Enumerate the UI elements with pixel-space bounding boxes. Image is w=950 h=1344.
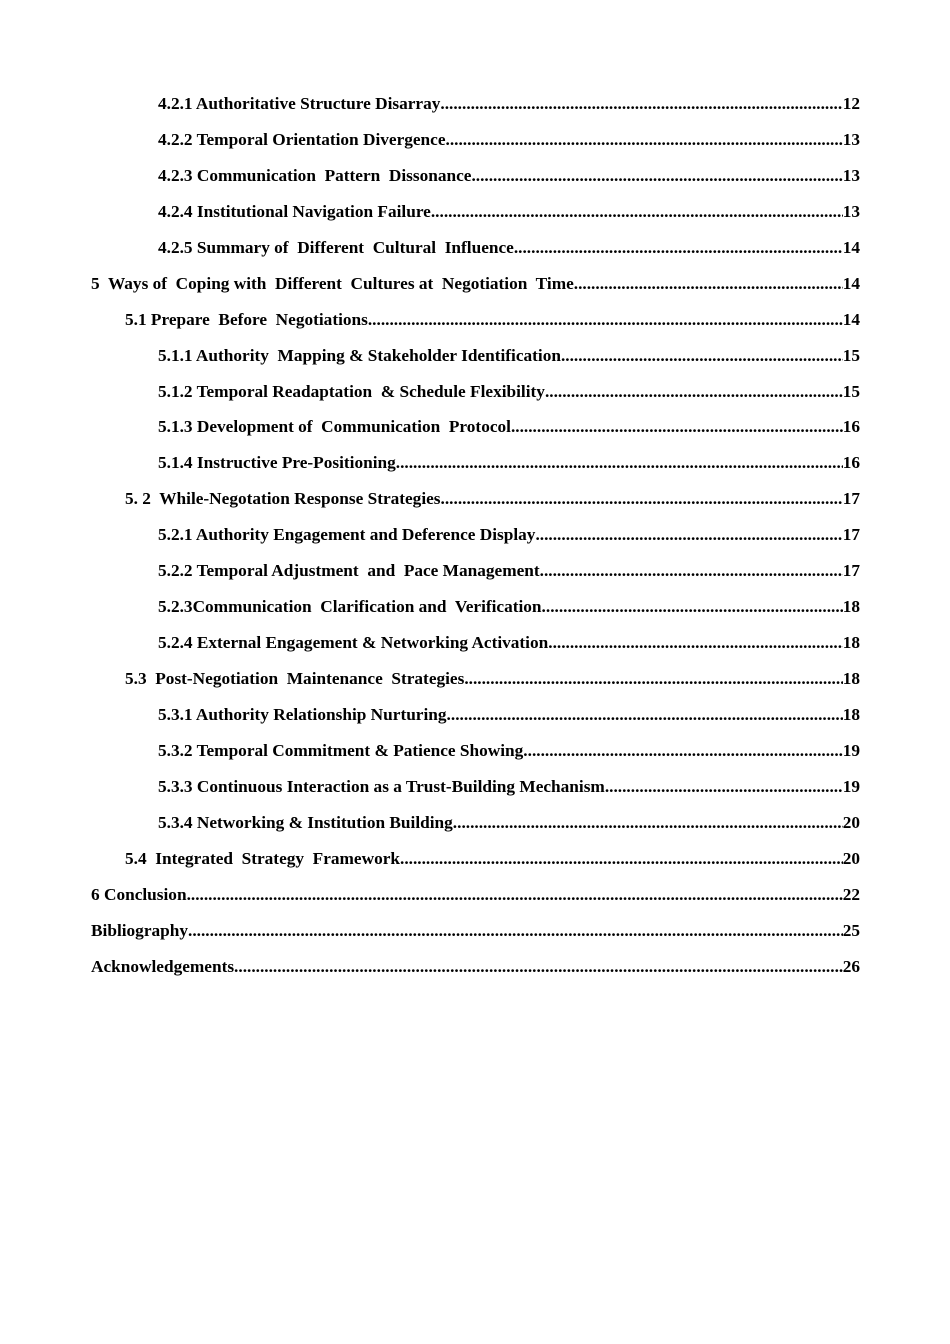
toc-entry-page: 20 bbox=[842, 848, 860, 868]
toc-entry-title: Bibliography bbox=[91, 920, 188, 940]
toc-entry[interactable] bbox=[91, 913, 860, 949]
toc-entry-title: 5.3.1 Authority Relationship Nurturing bbox=[158, 704, 447, 724]
toc-entry-page: 12 bbox=[842, 94, 860, 113]
toc-entry-page: 18 bbox=[842, 597, 860, 617]
toc-entry[interactable] bbox=[91, 949, 860, 985]
toc-entry-title: 5.2.4 External Engagement & Networking Activation bbox=[158, 633, 549, 653]
toc-entry[interactable] bbox=[91, 697, 860, 733]
toc-entry-page: 13 bbox=[842, 165, 860, 185]
toc-entry-page: 13 bbox=[842, 201, 860, 221]
toc-leader-dots bbox=[542, 589, 843, 625]
toc-leader-dots bbox=[368, 302, 843, 338]
toc-entry-title: 5.2.2 Temporal Adjustment and Pace Management bbox=[158, 561, 540, 581]
toc-entry-page: 14 bbox=[842, 273, 860, 293]
toc-entry-title: 4.2.3 Communication Pattern Dissonance bbox=[158, 165, 472, 185]
toc-leader-dots bbox=[545, 374, 843, 410]
toc-entry-page: 18 bbox=[842, 633, 860, 653]
toc-entry[interactable] bbox=[91, 122, 860, 158]
toc-entry-page: 17 bbox=[842, 525, 860, 545]
toc-entry[interactable] bbox=[91, 553, 860, 589]
toc-entry-title: 5.3.2 Temporal Commitment & Patience Showing bbox=[158, 740, 524, 760]
toc-entry-page: 17 bbox=[842, 561, 860, 581]
toc-leader-dots bbox=[514, 230, 843, 266]
toc-entry-page: 19 bbox=[842, 776, 860, 796]
toc-entry-title: 5. 2 While-Negotation Response Strategies bbox=[125, 489, 441, 509]
toc-entry-title: 5.1.3 Development of Communication Protocol bbox=[158, 417, 511, 437]
toc-entry[interactable] bbox=[91, 625, 860, 661]
toc-entry-title: 5.1.2 Temporal Readaptation & Schedule Flexibility bbox=[158, 381, 545, 401]
toc-entry[interactable] bbox=[91, 805, 860, 841]
toc-leader-dots bbox=[574, 266, 843, 302]
toc-leader-dots bbox=[535, 517, 842, 553]
toc-entry[interactable] bbox=[91, 733, 860, 769]
toc-entry-title: 5.3.3 Continuous Interaction as a Trust-Building Mechanism bbox=[158, 776, 605, 796]
toc-leader-dots bbox=[396, 445, 843, 481]
toc-leader-dots bbox=[453, 805, 843, 841]
toc-entry-page: 16 bbox=[842, 453, 860, 473]
toc-entry-title: 5.4 Integrated Strategy Framework bbox=[125, 848, 400, 868]
toc-entry[interactable] bbox=[91, 517, 860, 553]
toc-entry-title: 4.2.4 Institutional Navigation Failure bbox=[158, 201, 431, 221]
toc-entry[interactable] bbox=[91, 230, 860, 266]
toc-entry[interactable] bbox=[91, 409, 860, 445]
toc-leader-dots bbox=[511, 409, 843, 445]
toc-entry-title: 5.2.3Communication Clarification and Verification bbox=[158, 597, 542, 617]
toc-entry[interactable] bbox=[91, 589, 860, 625]
toc-entry[interactable] bbox=[91, 374, 860, 410]
toc-leader-dots bbox=[187, 877, 843, 913]
toc-leader-dots bbox=[446, 122, 843, 158]
toc-entry[interactable] bbox=[91, 661, 860, 697]
toc-entry-page: 20 bbox=[842, 812, 860, 832]
toc-entry-title: 5.1.4 Instructive Pre-Positioning bbox=[158, 453, 396, 473]
toc-leader-dots bbox=[540, 553, 843, 589]
toc-entry-title: 5 Ways of Coping with Different Cultures at Negotiation Time bbox=[91, 273, 574, 293]
toc-leader-dots bbox=[400, 841, 843, 877]
toc-entry-page: 22 bbox=[842, 884, 860, 904]
toc-leader-dots bbox=[440, 86, 842, 122]
toc-entry-page: 16 bbox=[842, 417, 860, 437]
toc-entry[interactable] bbox=[91, 445, 860, 481]
toc-leader-dots bbox=[548, 625, 842, 661]
toc-entry[interactable] bbox=[91, 877, 860, 913]
toc-leader-dots bbox=[471, 158, 842, 194]
toc-entry[interactable] bbox=[91, 302, 860, 338]
toc-leader-dots bbox=[561, 338, 843, 374]
toc-entry-title: 5.1 Prepare Before Negotiations bbox=[125, 309, 368, 329]
toc-entry-page: 18 bbox=[842, 704, 860, 724]
toc-entry-title: Acknowledgements bbox=[91, 956, 235, 976]
toc-entry-title: 5.1.1 Authority Mapping & Stakeholder Identification bbox=[158, 345, 561, 365]
toc-entry-title: 5.2.1 Authority Engagement and Deference Display bbox=[158, 525, 536, 545]
toc-entry[interactable] bbox=[91, 158, 860, 194]
toc-entry[interactable] bbox=[91, 769, 860, 805]
toc-entry[interactable] bbox=[91, 266, 860, 302]
toc-entry-page: 14 bbox=[842, 309, 860, 329]
toc-entry-title: 4.2.5 Summary of Different Cultural Influence bbox=[158, 237, 514, 257]
toc-leader-dots bbox=[523, 733, 842, 769]
toc-entry-title: 4.2.1 Authoritative Structure Disarray bbox=[158, 94, 441, 113]
toc-entry[interactable] bbox=[91, 481, 860, 517]
toc-entry-title: 6 Conclusion bbox=[91, 884, 187, 904]
toc-leader-dots bbox=[464, 661, 842, 697]
toc-entry-page: 17 bbox=[842, 489, 860, 509]
toc-entry-title: 4.2.2 Temporal Orientation Divergence bbox=[158, 129, 446, 149]
toc-entry[interactable] bbox=[91, 841, 860, 877]
toc-entry-page: 15 bbox=[842, 381, 860, 401]
toc-entry[interactable] bbox=[91, 194, 860, 230]
toc-entry-page: 19 bbox=[842, 740, 860, 760]
toc-entry-title: 5.3.4 Networking & Institution Building bbox=[158, 812, 453, 832]
toc-entry[interactable] bbox=[91, 338, 860, 374]
toc-entry-page: 26 bbox=[842, 956, 860, 976]
toc-leader-dots bbox=[234, 949, 843, 985]
toc-entry-page: 25 bbox=[842, 920, 860, 940]
toc-leader-dots bbox=[447, 697, 843, 733]
toc-entry-page: 14 bbox=[842, 237, 860, 257]
toc-entry-page: 18 bbox=[842, 669, 860, 688]
toc-entry[interactable] bbox=[91, 86, 860, 122]
table-of-contents bbox=[91, 86, 860, 984]
toc-entry-title: 5.3 Post-Negotiation Maintenance Strategies bbox=[125, 669, 465, 688]
toc-leader-dots bbox=[605, 769, 843, 805]
toc-leader-dots bbox=[441, 481, 843, 517]
toc-entry-page: 13 bbox=[842, 129, 860, 149]
toc-entry-page: 15 bbox=[842, 345, 860, 365]
toc-leader-dots bbox=[431, 194, 843, 230]
toc-leader-dots bbox=[188, 913, 843, 949]
